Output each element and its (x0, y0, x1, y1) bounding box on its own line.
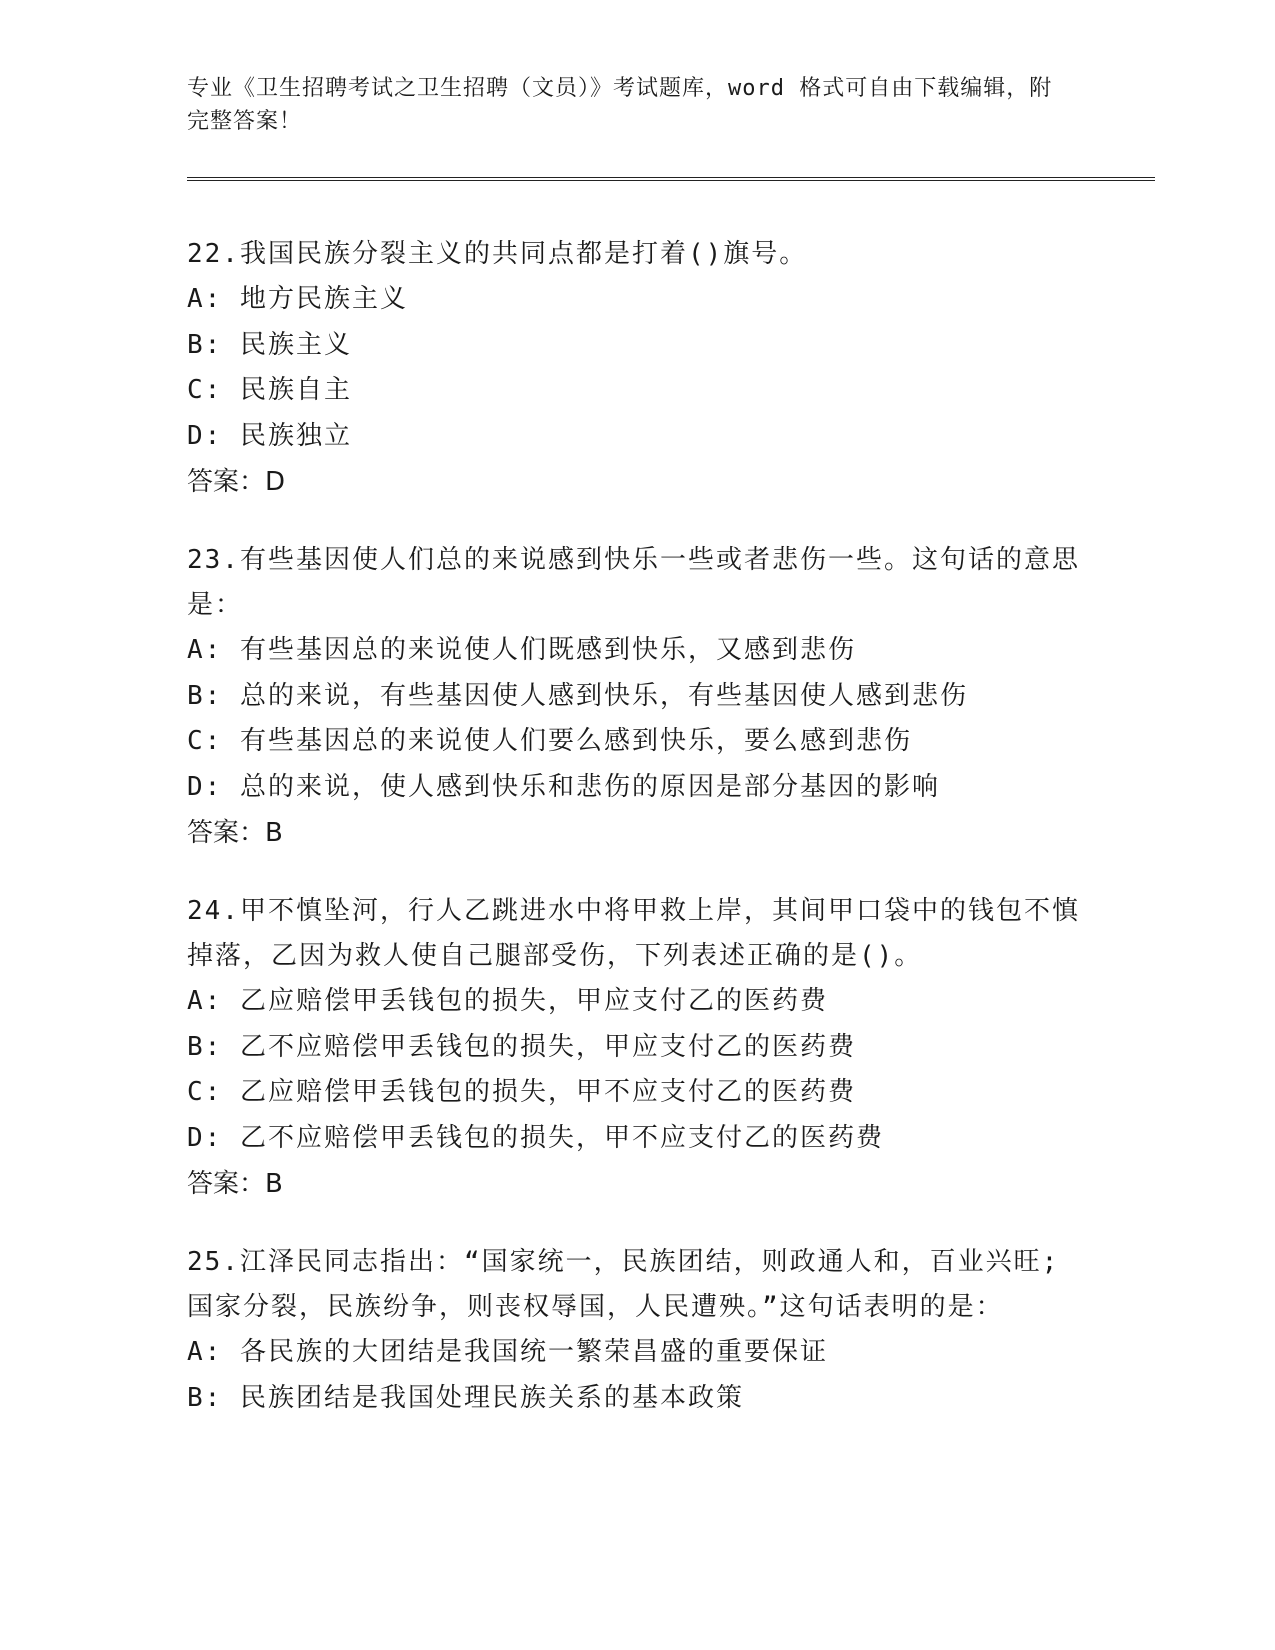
answer-label: 答案：B (187, 1169, 283, 1199)
question-list (187, 232, 1087, 1454)
question-25 (187, 1240, 1087, 1421)
option-d: D: 民族独立 (187, 420, 352, 451)
answer-label: 答案：B (187, 818, 283, 848)
header-divider (187, 177, 1155, 181)
question-stem: 25.江泽民同志指出：“国家统一，民族团结，则政通人和，百业兴旺;国家分裂，民族纷争，则丧权辱国，人民遭殃。”这句话表明的是： (187, 1247, 1060, 1322)
option-b: B: 民族主义 (187, 329, 352, 360)
option-a: A: 有些基因总的来说使人们既感到快乐，又感到悲伤 (187, 635, 856, 665)
option-a: A: 地方民族主义 (187, 284, 408, 314)
option-a: A: 各民族的大团结是我国统一繁荣昌盛的重要保证 (187, 1337, 828, 1367)
question-22 (187, 232, 1087, 505)
question-24 (187, 889, 1087, 1207)
option-c: C: 乙应赔偿甲丢钱包的损失，甲不应支付乙的医药费 (187, 1077, 856, 1107)
option-b: B: 总的来说，有些基因使人感到快乐，有些基因使人感到悲伤 (187, 680, 968, 711)
option-d: D: 总的来说，使人感到快乐和悲伤的原因是部分基因的影响 (187, 771, 940, 802)
question-23 (187, 538, 1087, 856)
option-c: C: 民族自主 (187, 375, 352, 405)
option-c: C: 有些基因总的来说使人们要么感到快乐，要么感到悲伤 (187, 726, 912, 756)
question-stem: 24.甲不慎坠河，行人乙跳进水中将甲救上岸，其间甲口袋中的钱包不慎掉落，乙因为救人使自己腿部受伤，下列表述正确的是()。 (187, 896, 1080, 971)
option-b: B: 民族团结是我国处理民族关系的基本政策 (187, 1382, 744, 1413)
question-stem: 22.我国民族分裂主义的共同点都是打着()旗号。 (187, 239, 808, 269)
option-b: B: 乙不应赔偿甲丢钱包的损失，甲应支付乙的医药费 (187, 1031, 856, 1062)
document-intro: 专业《卫生招聘考试之卫生招聘（文员）》考试题库，word 格式可自由下载编辑，附完整答案！ (187, 76, 1053, 134)
option-a: A: 乙应赔偿甲丢钱包的损失，甲应支付乙的医药费 (187, 986, 828, 1016)
answer-label: 答案：D (187, 467, 286, 497)
question-stem: 23.有些基因使人们总的来说感到快乐一些或者悲伤一些。这句话的意思是： (187, 545, 1080, 620)
option-d: D: 乙不应赔偿甲丢钱包的损失，甲不应支付乙的医药费 (187, 1122, 884, 1153)
